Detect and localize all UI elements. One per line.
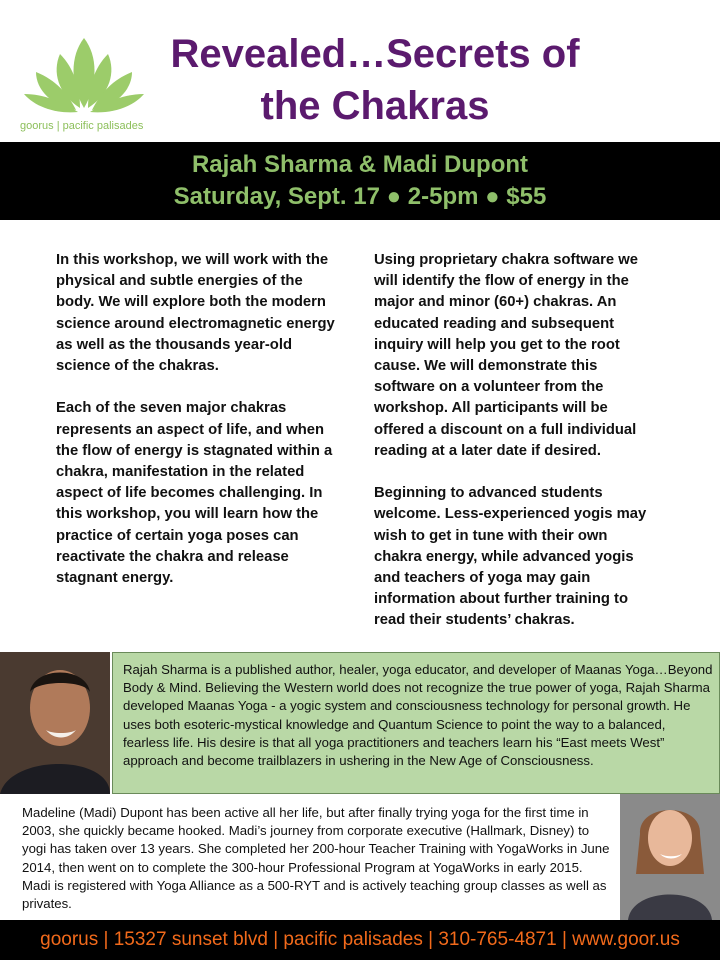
madi-photo [620, 794, 720, 920]
description-paragraph: In this workshop, we will work with the physical and subtle energies of the body. We will explore both the modern science around electromagnetic energy as well as the thousands year-old science of the chakras. [56, 252, 335, 375]
presenters: Rajah Sharma & Madi Dupont [191, 151, 529, 178]
description-right-column [374, 250, 656, 653]
bio-madi [0, 794, 720, 920]
bio-rajah-text: Rajah Sharma is a published author, healer, yoga educator, and developer of Maanas Yoga…Beyond Body & Mind. Believing the Western world does not recognize the true power of yoga, Rajah Sharma developed Maanas Yoga - a yogic system and consciousness technology for personal growth. He uses both esoteric-mystical knowledge and Quantum Science to point the way to a balanced, fearless life. His desire is that all yoga practitioners and teachers learn his “East meets West” approach and become trailblazers in ushering in the New Age of Consciousness. [123, 662, 713, 769]
title-line-2: the Chakras [260, 84, 490, 128]
title-line-1: Revealed…Secrets of [170, 32, 580, 76]
footer-contact: goorus | 15327 sunset blvd | pacific palisades | 310-765-4871 | www.goor.us [40, 929, 680, 950]
description-paragraph: Using proprietary chakra software we will identify the flow of energy in the major and minor (60+) chakras. An educated reading and subsequent inquiry will help you get to the root cause. We will demonstrate this software on a volunteer from the workshop. All participants will be offered a discount on a full individual reading at a later date if desired. [374, 252, 638, 459]
bio-rajah [0, 652, 720, 794]
goorus-logo [14, 32, 154, 136]
lotus-icon [22, 32, 146, 116]
event-details: Saturday, Sept. 17 ● 2-5pm ● $55 [173, 183, 547, 210]
logo-text: goorus | pacific palisades [20, 120, 144, 132]
bio-madi-text: Madeline (Madi) Dupont has been active all her life, but after finally trying yoga for the first time in 2003, she quickly became hooked. Madi’s journey from corporate executive (Hallmark, Disney) to yogi has taken over 13 years. She completed her 200-hour Teacher Training with YogaWorks in June 2014, then went on to complete the 300-hour Professional Program at YogaWorks in early 2015. Madi is registered with Yoga Alliance as a 500-RYT and is actively teaching group classes as well as privates. [22, 805, 610, 912]
rajah-photo [0, 652, 110, 794]
description-paragraph: Beginning to advanced students welcome. Less-experienced yogis may wish to get in tune with their own chakra energy, while advanced yogis and teachers of yoga may gain information about further training to read their students’ chakras. [374, 485, 647, 629]
description-paragraph: Each of the seven major chakras represents an aspect of life, and when the flow of energy is stagnated within a chakra, manifestation in the related aspect of life becomes challenging. In this workshop, you will learn how the practice of certain yoga poses can reactivate the chakra and release stagnant energy. [56, 400, 333, 587]
footer [0, 920, 720, 960]
event-banner [0, 142, 720, 220]
bio-rajah-box [112, 652, 720, 794]
page-title [150, 28, 600, 132]
description-left-column [56, 250, 338, 610]
